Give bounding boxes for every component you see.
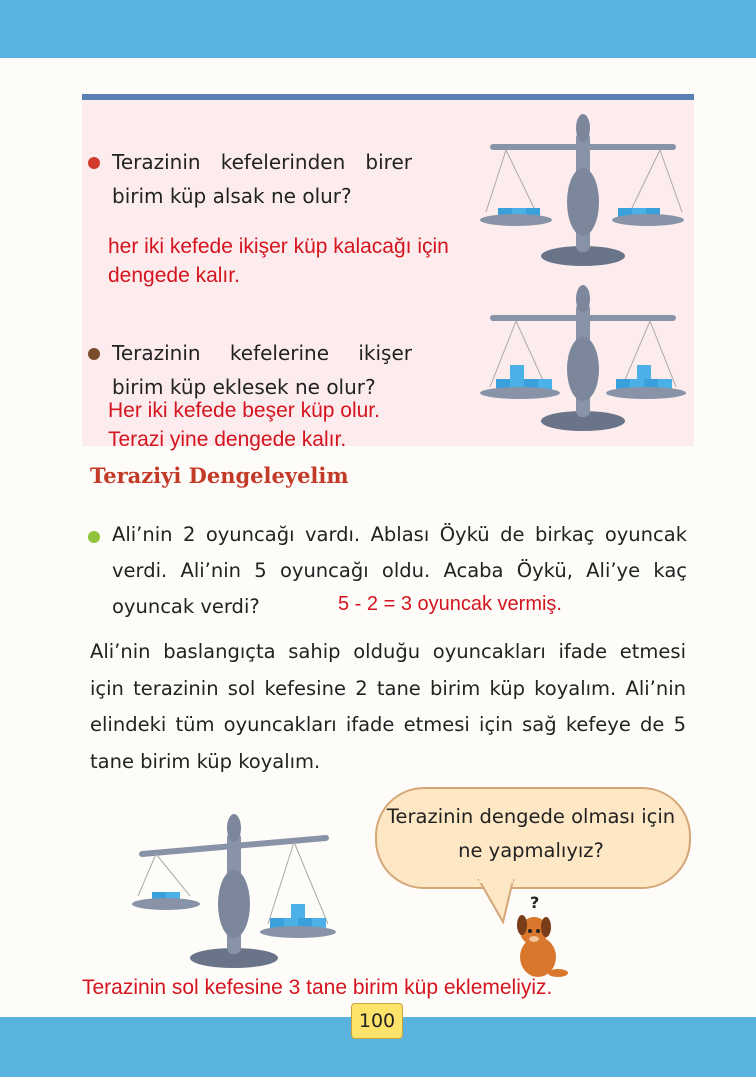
dog-icon <box>508 893 574 981</box>
question-1-text: Terazinin kefelerinden birer birim küp alsak ne olur? <box>112 150 412 208</box>
problem-text: Ali’nin 2 oyuncağı vardı. Ablası Öykü de birkaç oyuncak verdi. Ali’nin 5 oyuncağı oldu. Acaba Öykü, Ali’ye kaç oyuncak verdi? <box>112 523 687 618</box>
top-band <box>0 0 756 58</box>
dog-question-mark: ? <box>530 893 540 912</box>
balance-scale-2-image <box>476 283 690 435</box>
question-2-text: Terazinin kefelerine ikişer birim küp eklesek ne olur? <box>112 341 412 399</box>
question-1-answer: her iki kefede ikişer küp kalacağı için dengede kalır. <box>108 235 449 287</box>
speech-bubble-text: Terazinin dengede olması için ne yapmalıyız? <box>386 805 676 862</box>
bullet-icon <box>88 531 100 543</box>
balance-scale-3-image <box>128 812 340 972</box>
page-number: 100 <box>351 1003 403 1039</box>
section-title: Teraziyi Dengeleyelim <box>90 463 349 488</box>
question-2-answer: Her iki kefede beşer küp olur. Terazi yine dengede kalır. <box>108 399 380 451</box>
balance-scale-1-image <box>476 112 690 272</box>
problem-answer: 5 - 2 = 3 oyuncak vermiş. <box>338 593 562 615</box>
explanation-paragraph: Ali’nin baslangıçta sahip olduğu oyuncakları ifade etmesi için terazinin sol kefesine 2 tane birim küp koyalım. Ali’nin elindeki tüm oyuncakları ifade etmesi için sağ kefeye de 5 tane birim küp koyalım. <box>90 640 686 773</box>
bullet-icon <box>88 348 100 360</box>
final-answer: Terazinin sol kefesine 3 tane birim küp eklemeliyiz. <box>82 976 553 999</box>
bullet-icon <box>88 157 100 169</box>
